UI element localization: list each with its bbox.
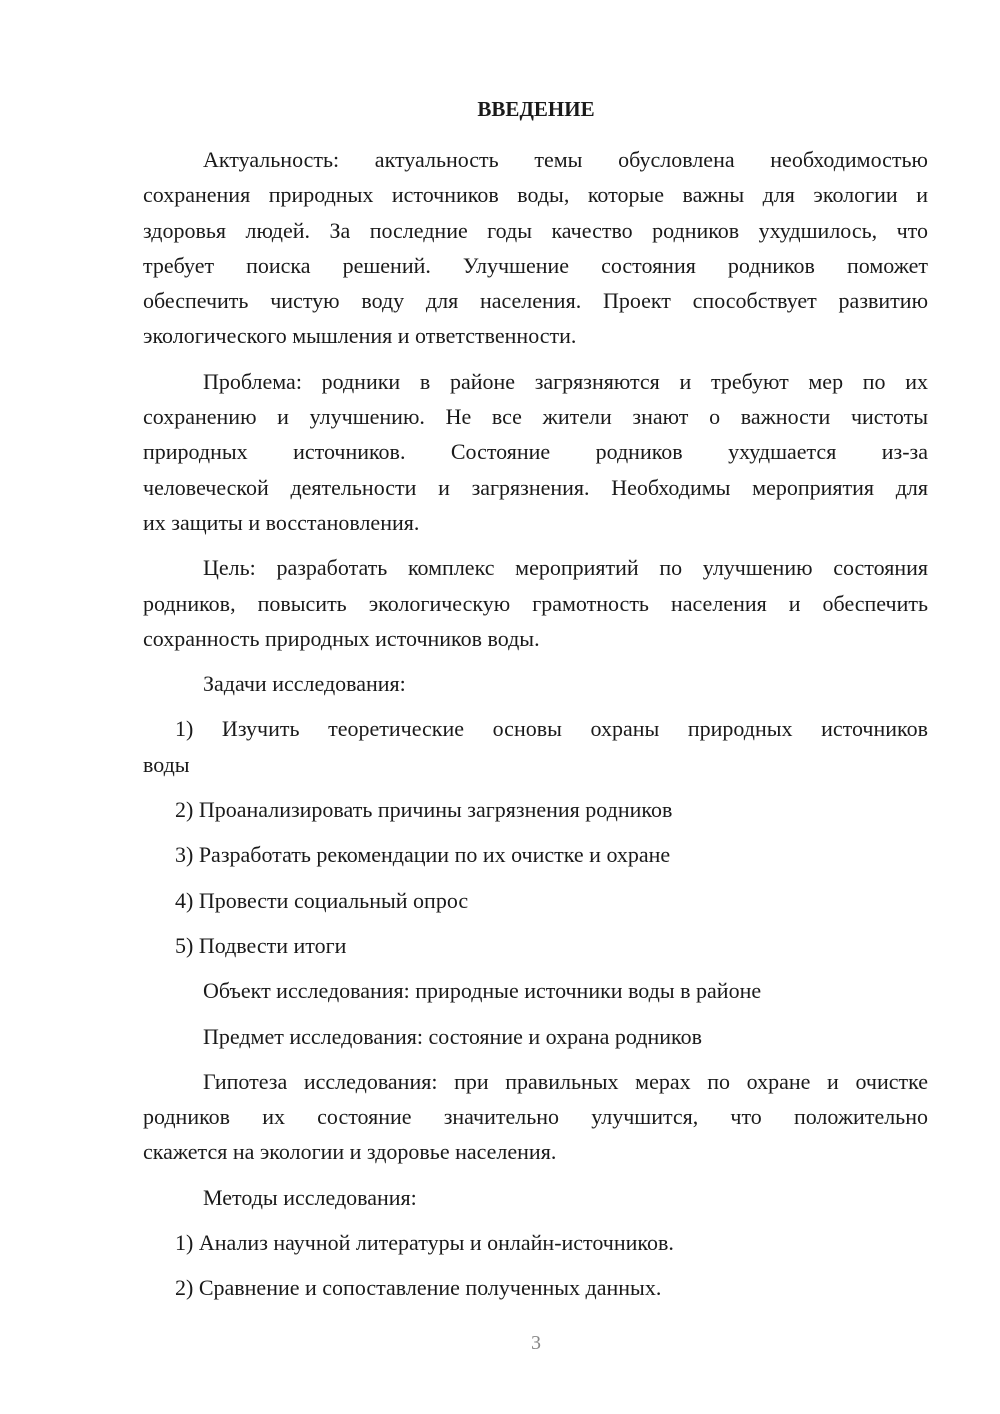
text-line: Задачи исследования: (203, 671, 406, 697)
paragraph (143, 973, 928, 1008)
document-body (143, 142, 928, 1316)
text-line: Актуальность: актуальность темы обусловлена необходимостью (203, 147, 928, 172)
text-line: 1) Анализ научной литературы и онлайн-источников. (175, 1230, 674, 1256)
text-line: экологического мышления и ответственности. (143, 323, 577, 349)
text-line: 1) Изучить теоретические основы охраны природных источников (175, 716, 928, 742)
text-line: скажется на экологии и здоровье населения. (143, 1139, 557, 1165)
paragraph (143, 142, 928, 354)
text-line: Гипотеза исследования: при правильных мерах по охране и очистке (203, 1068, 928, 1094)
page-title: ВВЕДЕНИЕ (477, 97, 595, 121)
text-line: Методы исследования: (203, 1184, 417, 1210)
text-line: человеческой деятельности и загрязнения. Необходимы мероприятия для (143, 474, 928, 500)
list-item (143, 837, 928, 872)
text-line: 3) Разработать рекомендации по их очистке и охране (175, 842, 671, 868)
list-item (143, 792, 928, 827)
text-line: природных источников. Состояние родников ухудшается из-за (143, 439, 928, 465)
text-line: требует поиска решений. Улучшение состояния родников поможет (143, 252, 928, 278)
paragraph (143, 364, 928, 540)
text-line: Цель: разработать комплекс мероприятий по улучшению состояния (203, 555, 928, 581)
text-line: их защиты и восстановления. (143, 509, 420, 535)
text-line: Предмет исследования: состояние и охрана родников (203, 1023, 702, 1049)
list-item (143, 883, 928, 918)
list-item (143, 928, 928, 963)
text-line: воды (143, 751, 190, 777)
text-line: Проблема: родники в районе загрязняются и требуют мер по их (203, 368, 928, 394)
list-item (143, 1225, 928, 1260)
text-line: сохранность природных источников воды. (143, 625, 540, 651)
paragraph (143, 1019, 928, 1054)
text-line: обеспечить чистую воду для населения. Проект способствует развитию (143, 288, 928, 314)
paragraph (143, 666, 928, 701)
list-item (143, 1270, 928, 1305)
list-item (143, 711, 928, 782)
text-line: сохранению и улучшению. Не все жители знают о важности чистоты (143, 404, 928, 430)
text-line: родников их состояние значительно улучшится, что положительно (143, 1104, 928, 1130)
text-line: 4) Провести социальный опрос (175, 887, 469, 913)
text-line: родников, повысить экологическую грамотность населения и обеспечить (143, 590, 928, 616)
text-line: Объект исследования: природные источники воды в районе (203, 978, 762, 1004)
text-line: 2) Проанализировать причины загрязнения родников (175, 797, 673, 823)
paragraph (143, 550, 928, 656)
page-number: 3 (531, 1332, 541, 1354)
text-line: здоровья людей. За последние годы качество родников ухудшилось, что (143, 217, 928, 243)
text-line: 5) Подвести итоги (175, 932, 347, 958)
text-line: сохранения природных источников воды, которые важны для экологии и (143, 182, 928, 208)
text-line: 2) Сравнение и сопоставление полученных данных. (175, 1275, 662, 1301)
paragraph (143, 1180, 928, 1215)
paragraph (143, 1064, 928, 1170)
